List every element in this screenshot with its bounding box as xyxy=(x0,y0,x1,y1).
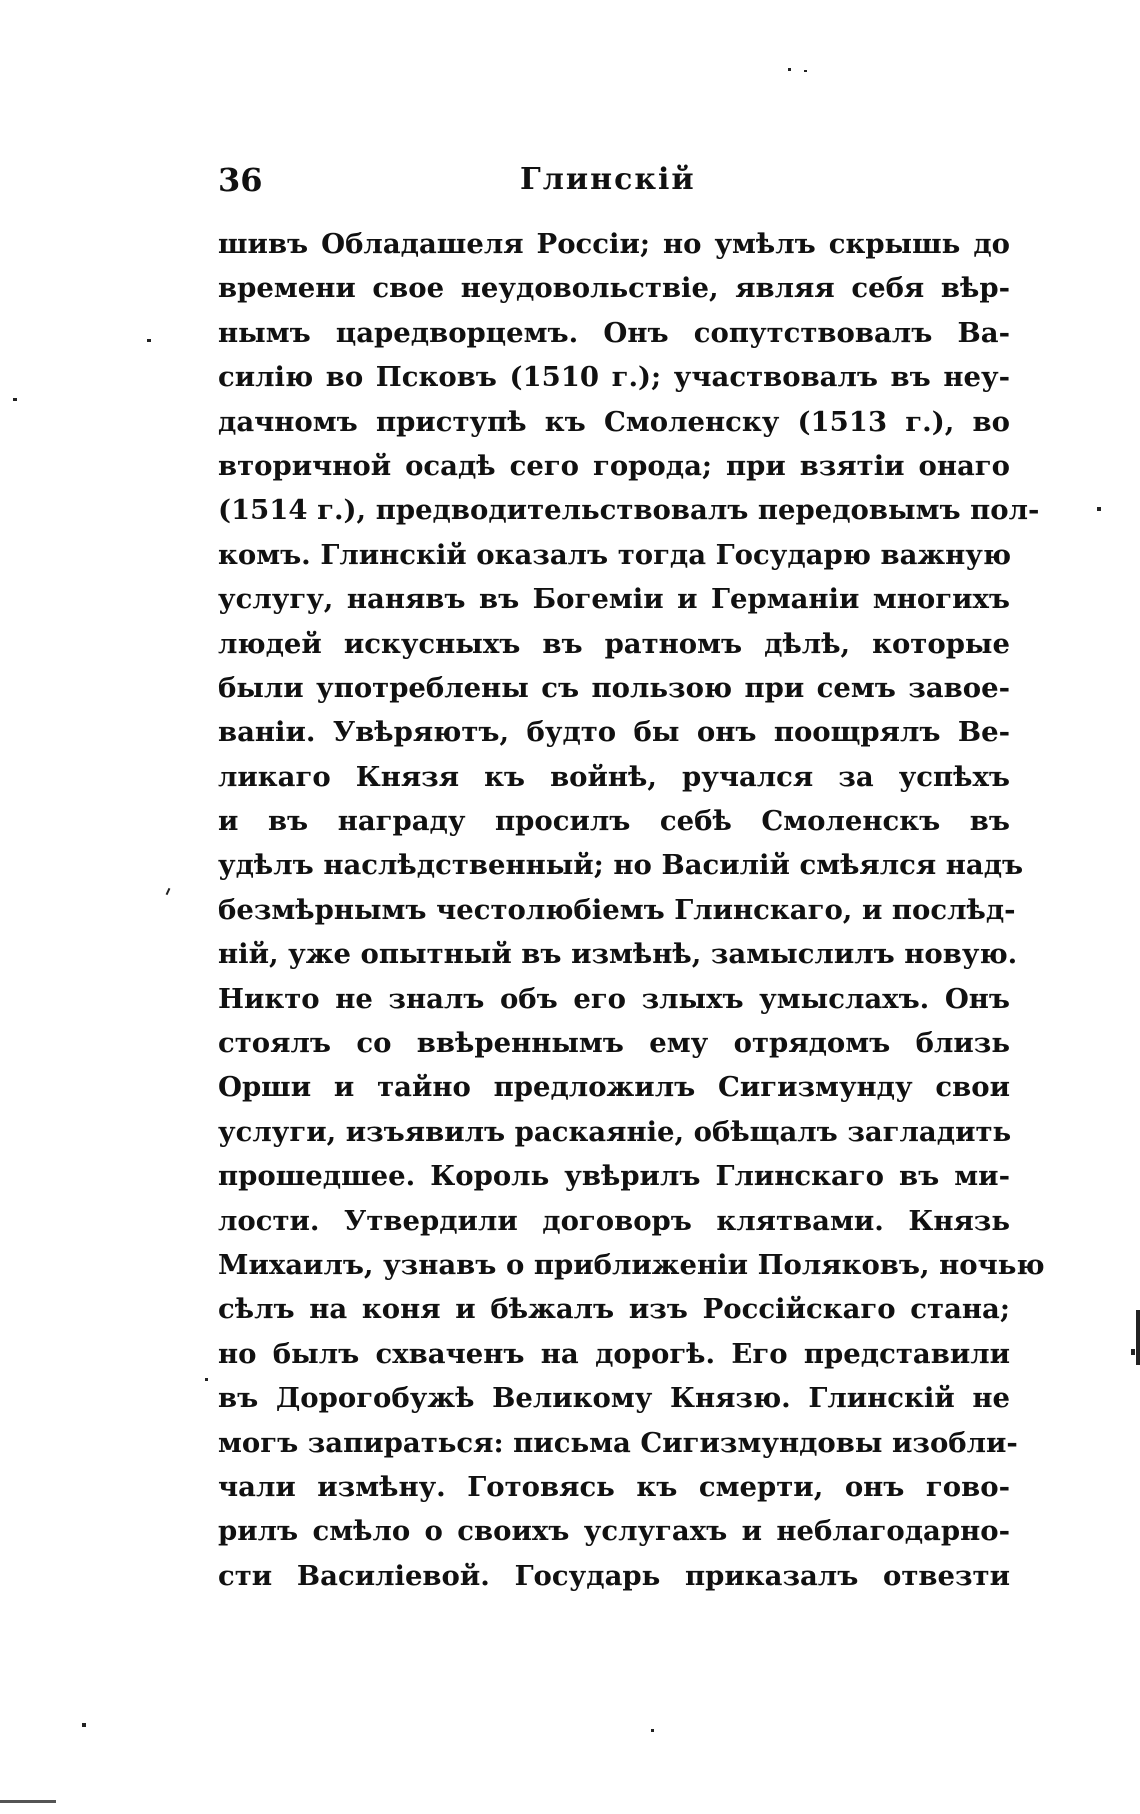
text-line: лости. Утвердили договоръ клятвами. Князь xyxy=(218,1204,1010,1237)
scan-speck xyxy=(166,888,171,895)
text-line: услугу, нанявъ въ Богеміи и Германіи многихъ xyxy=(218,583,1010,616)
page-number: 36 xyxy=(218,161,263,199)
text-line: времени свое неудовольствіе, являя себя вѣр- xyxy=(218,272,1010,305)
scan-speck xyxy=(82,1723,86,1727)
scan-speck xyxy=(147,339,151,342)
running-title: Глинскій xyxy=(520,162,696,197)
scan-speck xyxy=(13,398,17,401)
text-line: услуги, изъявилъ раскаяніе, обѣщалъ загладить xyxy=(218,1115,1012,1148)
text-line: могъ запираться: письма Сигизмундовы изобли- xyxy=(218,1426,1018,1459)
text-line: силію во Псковъ (1510 г.); участвовалъ въ неу- xyxy=(218,361,1010,394)
text-line: людей искусныхъ въ ратномъ дѣлѣ, которые xyxy=(218,627,1010,660)
text-line: ваніи. Увѣряютъ, будто бы онъ поощрялъ Ве- xyxy=(218,716,1010,749)
scan-speck xyxy=(1097,507,1101,511)
scan-speck xyxy=(0,1800,56,1803)
text-line: ликаго Князя къ войнѣ, ручался за успѣхъ xyxy=(218,760,1010,793)
scan-speck xyxy=(1131,1349,1135,1355)
text-line: но былъ схваченъ на дорогѣ. Его представили xyxy=(218,1337,1010,1370)
running-head xyxy=(218,160,1010,200)
body-text xyxy=(218,222,1045,1598)
text-line: были употреблены съ пользою при семъ завое- xyxy=(218,671,1010,704)
text-line: рилъ смѣло о своихъ услугахъ и неблагодарно- xyxy=(218,1515,1010,1548)
text-line: и въ награду просилъ себѣ Смоленскъ въ xyxy=(218,805,1010,838)
scan-speck xyxy=(804,70,807,72)
scan-speck xyxy=(205,1378,208,1381)
scan-speck xyxy=(1136,1310,1140,1365)
text-line: вторичной осадѣ сего города; при взятіи онаго xyxy=(218,449,1010,482)
text-line: стоялъ со ввѣреннымъ ему отрядомъ близь xyxy=(218,1027,1010,1060)
scan-speck xyxy=(788,68,791,71)
text-line: безмѣрнымъ честолюбіемъ Глинскаго, и послѣд- xyxy=(218,893,1016,926)
text-line: сѣлъ на коня и бѣжалъ изъ Россійскаго стана; xyxy=(218,1293,1010,1326)
text-line: нымъ царедворцемъ. Онъ сопутствовалъ Ва- xyxy=(218,316,1010,349)
text-line: дачномъ приступѣ къ Смоленску (1513 г.), во xyxy=(218,405,1010,438)
text-line: сти Василіевой. Государь приказалъ отвезти xyxy=(218,1559,1010,1592)
text-line: (1514 г.), предводительствовалъ передовымъ пол- xyxy=(218,494,1040,527)
text-line: шивъ Обладашеля Россіи; но умѣлъ скрышь до xyxy=(218,228,1010,260)
text-line: удѣлъ наслѣдственный; но Василій смѣялся надъ xyxy=(218,849,1024,882)
scan-speck xyxy=(651,1729,654,1732)
text-line: Никто не зналъ объ его злыхъ умыслахъ. Онъ xyxy=(218,982,1010,1015)
text-line: комъ. Глинскій оказалъ тогда Государю важную xyxy=(218,538,1012,571)
text-line: ній, уже опытный въ измѣнѣ, замыслилъ новую. xyxy=(218,938,1018,971)
text-line: въ Дорогобужѣ Великому Князю. Глинскій не xyxy=(218,1382,1010,1415)
text-line: Орши и тайно предложилъ Сигизмунду свои xyxy=(218,1071,1010,1104)
text-line: чали измѣну. Готовясь къ смерти, онъ гово- xyxy=(218,1470,1010,1503)
text-line: прошедшее. Король увѣрилъ Глинскаго въ ми- xyxy=(218,1160,1010,1193)
text-line: Михаилъ, узнавъ о приближеніи Поляковъ, ночью xyxy=(218,1248,1045,1281)
